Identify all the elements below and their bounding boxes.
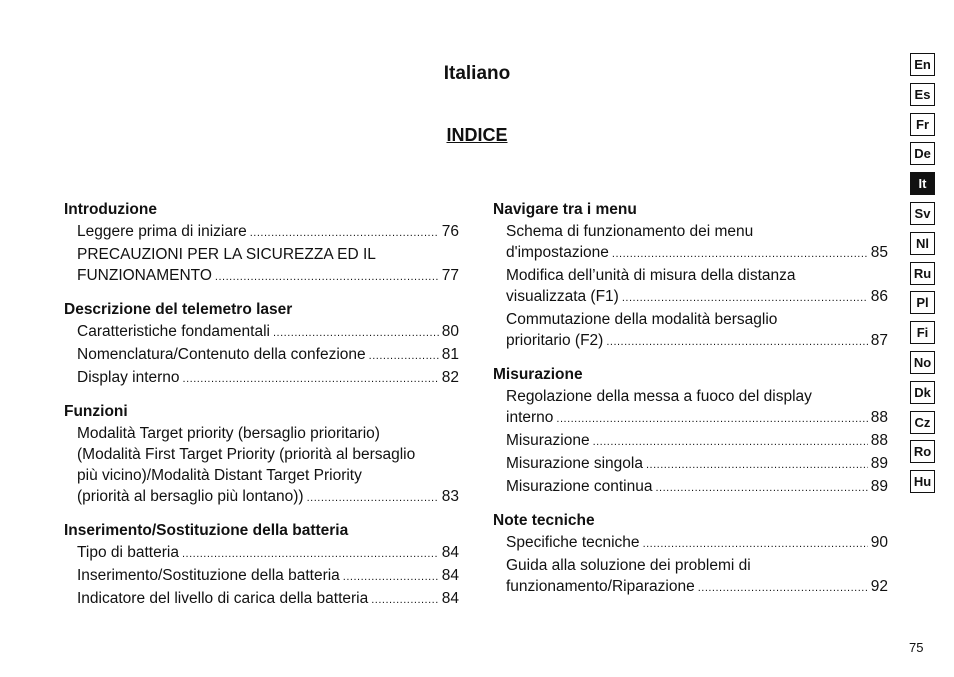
toc-entry[interactable] — [64, 221, 459, 244]
language-tab-fi[interactable]: Fi — [910, 321, 935, 344]
toc-entry[interactable] — [64, 423, 459, 509]
toc-page-number: 84 — [441, 544, 459, 561]
toc-entry-line: Modifica dell’unità di misura della distanza — [506, 267, 796, 284]
toc-entry-line: PRECAUZIONI PER LA SICUREZZA ED IL — [77, 246, 376, 263]
toc-entry-row — [77, 367, 459, 390]
toc-page-number: 80 — [441, 323, 459, 340]
toc-entry[interactable] — [64, 588, 459, 611]
toc-entry-row — [77, 588, 459, 611]
dot-leader — [371, 589, 439, 611]
toc-entry-line: Inserimento/Sostituzione della batteria — [77, 567, 340, 584]
toc-column-right — [493, 199, 888, 610]
dot-leader — [556, 408, 867, 430]
toc-entry-line: Misurazione — [506, 432, 590, 449]
dot-leader — [622, 287, 868, 309]
toc-entry-line: Tipo di batteria — [77, 544, 179, 561]
language-tab-hu[interactable]: Hu — [910, 470, 935, 493]
language-title: Italiano — [443, 63, 511, 84]
toc-entry-row — [506, 286, 888, 309]
toc-entry[interactable] — [493, 532, 888, 555]
toc-entry-line: d'impostazione — [506, 244, 609, 261]
toc-entry[interactable] — [64, 542, 459, 565]
language-tabs — [910, 53, 935, 500]
dot-leader — [646, 454, 868, 476]
toc-section-title: Navigare tra i menu — [493, 201, 637, 218]
toc-entry-line: FUNZIONAMENTO — [77, 267, 212, 284]
language-tab-ro[interactable]: Ro — [910, 440, 935, 463]
toc-section-title: Introduzione — [64, 201, 157, 218]
toc-page-number: 85 — [870, 244, 888, 261]
toc-page-number: 76 — [441, 223, 459, 240]
toc-section — [493, 510, 888, 599]
toc-entry-line: visualizzata (F1) — [506, 288, 619, 305]
toc-entry[interactable] — [493, 453, 888, 476]
language-tab-nl[interactable]: Nl — [910, 232, 935, 255]
toc-page-number: 84 — [441, 567, 459, 584]
toc-page-number: 88 — [870, 409, 888, 426]
toc-entry-line: Schema di funzionamento dei menu — [506, 223, 754, 240]
toc-section — [64, 520, 459, 611]
toc-entry-row — [506, 453, 888, 476]
toc-section — [64, 199, 459, 288]
toc-page-number: 86 — [870, 288, 888, 305]
toc-page-number: 90 — [870, 534, 888, 551]
dot-leader — [698, 577, 868, 599]
toc-entry-row — [506, 430, 888, 453]
toc-entry-row — [506, 476, 888, 499]
toc-entry-row — [77, 486, 459, 509]
language-tab-en[interactable]: En — [910, 53, 935, 76]
toc-entry-row — [506, 330, 888, 353]
language-tab-fr[interactable]: Fr — [910, 113, 935, 136]
toc-entry-line: Misurazione continua — [506, 478, 653, 495]
toc-entry[interactable] — [493, 309, 888, 353]
toc-entry[interactable] — [493, 430, 888, 453]
toc-page-number: 83 — [441, 488, 459, 505]
toc-entry-row — [77, 565, 459, 588]
toc-entry-line: Caratteristiche fondamentali — [77, 323, 270, 340]
toc-page-number: 81 — [441, 346, 459, 363]
dot-leader — [183, 368, 439, 390]
language-tab-it[interactable]: It — [910, 172, 935, 195]
toc-page-number: 89 — [870, 478, 888, 495]
toc-entry-row — [77, 265, 459, 288]
dot-leader — [612, 243, 868, 265]
toc-entry-line: Guida alla soluzione dei problemi di — [506, 557, 751, 574]
toc-entry-line: Indicatore del livello di carica della batteria — [77, 590, 369, 607]
toc-entry-line: Leggere prima di iniziare — [77, 223, 247, 240]
toc-entry-row — [506, 576, 888, 599]
toc-page-number: 87 — [870, 332, 888, 349]
toc-entry-line: prioritario (F2) — [506, 332, 604, 349]
toc-entry-row — [77, 542, 459, 565]
dot-leader — [215, 266, 439, 288]
dot-leader — [273, 322, 439, 344]
toc-title: INDICE — [446, 125, 508, 145]
page-number: 75 — [909, 640, 924, 655]
dot-leader — [182, 543, 439, 565]
toc-entry-line: (Modalità First Target Priority (priorità al bersaglio — [77, 446, 416, 463]
toc-entry-row — [506, 532, 888, 555]
toc-entry-row — [77, 321, 459, 344]
language-tab-cz[interactable]: Cz — [910, 411, 935, 434]
toc-section-title: Note tecniche — [493, 512, 595, 529]
toc-page-number: 82 — [441, 369, 459, 386]
language-tab-es[interactable]: Es — [910, 83, 935, 106]
toc-entry-line: Modalità Target priority (bersaglio prioritario) — [77, 425, 380, 442]
toc-entry[interactable] — [493, 555, 888, 599]
language-tab-sv[interactable]: Sv — [910, 202, 935, 225]
toc-section — [64, 401, 459, 509]
toc-section-title: Misurazione — [493, 366, 583, 383]
toc-entry-line: interno — [506, 409, 554, 426]
toc-entry-row — [77, 344, 459, 367]
toc-entry[interactable] — [64, 565, 459, 588]
language-tab-no[interactable]: No — [910, 351, 935, 374]
toc-entry-row — [77, 221, 459, 244]
dot-leader — [593, 431, 868, 453]
toc-entry[interactable] — [64, 321, 459, 344]
language-tab-de[interactable]: De — [910, 142, 935, 165]
dot-leader — [343, 566, 439, 588]
dot-leader — [655, 477, 867, 499]
toc-section — [64, 299, 459, 390]
toc-entry-line: Display interno — [77, 369, 180, 386]
toc-section-title: Descrizione del telemetro laser — [64, 301, 293, 318]
toc-entry[interactable] — [64, 367, 459, 390]
toc-entry[interactable] — [493, 386, 888, 430]
toc-entry-row — [506, 407, 888, 430]
toc-page-number: 92 — [870, 578, 888, 595]
dot-leader — [369, 345, 439, 367]
language-tab-dk[interactable]: Dk — [910, 381, 935, 404]
toc-entry[interactable] — [493, 476, 888, 499]
toc-entry-line: (priorità al bersaglio più lontano)) — [77, 488, 304, 505]
toc-entry[interactable] — [64, 244, 459, 288]
toc-section — [493, 199, 888, 353]
toc-entry-line: Commutazione della modalità bersaglio — [506, 311, 778, 328]
toc-entry-row — [506, 242, 888, 265]
toc-page-number: 77 — [441, 267, 459, 284]
toc-entry[interactable] — [493, 221, 888, 265]
language-tab-pl[interactable]: Pl — [910, 291, 935, 314]
toc-column-left — [64, 199, 459, 622]
toc-section — [493, 364, 888, 499]
toc-entry-line: Specifiche tecniche — [506, 534, 640, 551]
toc-entry-line: Misurazione singola — [506, 455, 643, 472]
dot-leader — [250, 222, 439, 244]
toc-entry-line: Regolazione della messa a fuoco del display — [506, 388, 812, 405]
toc-page-number: 89 — [870, 455, 888, 472]
dot-leader — [643, 533, 868, 555]
toc-entry[interactable] — [493, 265, 888, 309]
toc-page-number: 84 — [441, 590, 459, 607]
toc-entry-line: più vicino)/Modalità Distant Target Priority — [77, 467, 362, 484]
toc-section-title: Funzioni — [64, 403, 128, 420]
dot-leader — [606, 331, 867, 353]
toc-entry[interactable] — [64, 344, 459, 367]
toc-entry-line: funzionamento/Riparazione — [506, 578, 695, 595]
dot-leader — [307, 487, 439, 509]
toc-page-number: 88 — [870, 432, 888, 449]
language-tab-ru[interactable]: Ru — [910, 262, 935, 285]
toc-entry-line: Nomenclatura/Contenuto della confezione — [77, 346, 366, 363]
toc-section-title: Inserimento/Sostituzione della batteria — [64, 522, 349, 539]
